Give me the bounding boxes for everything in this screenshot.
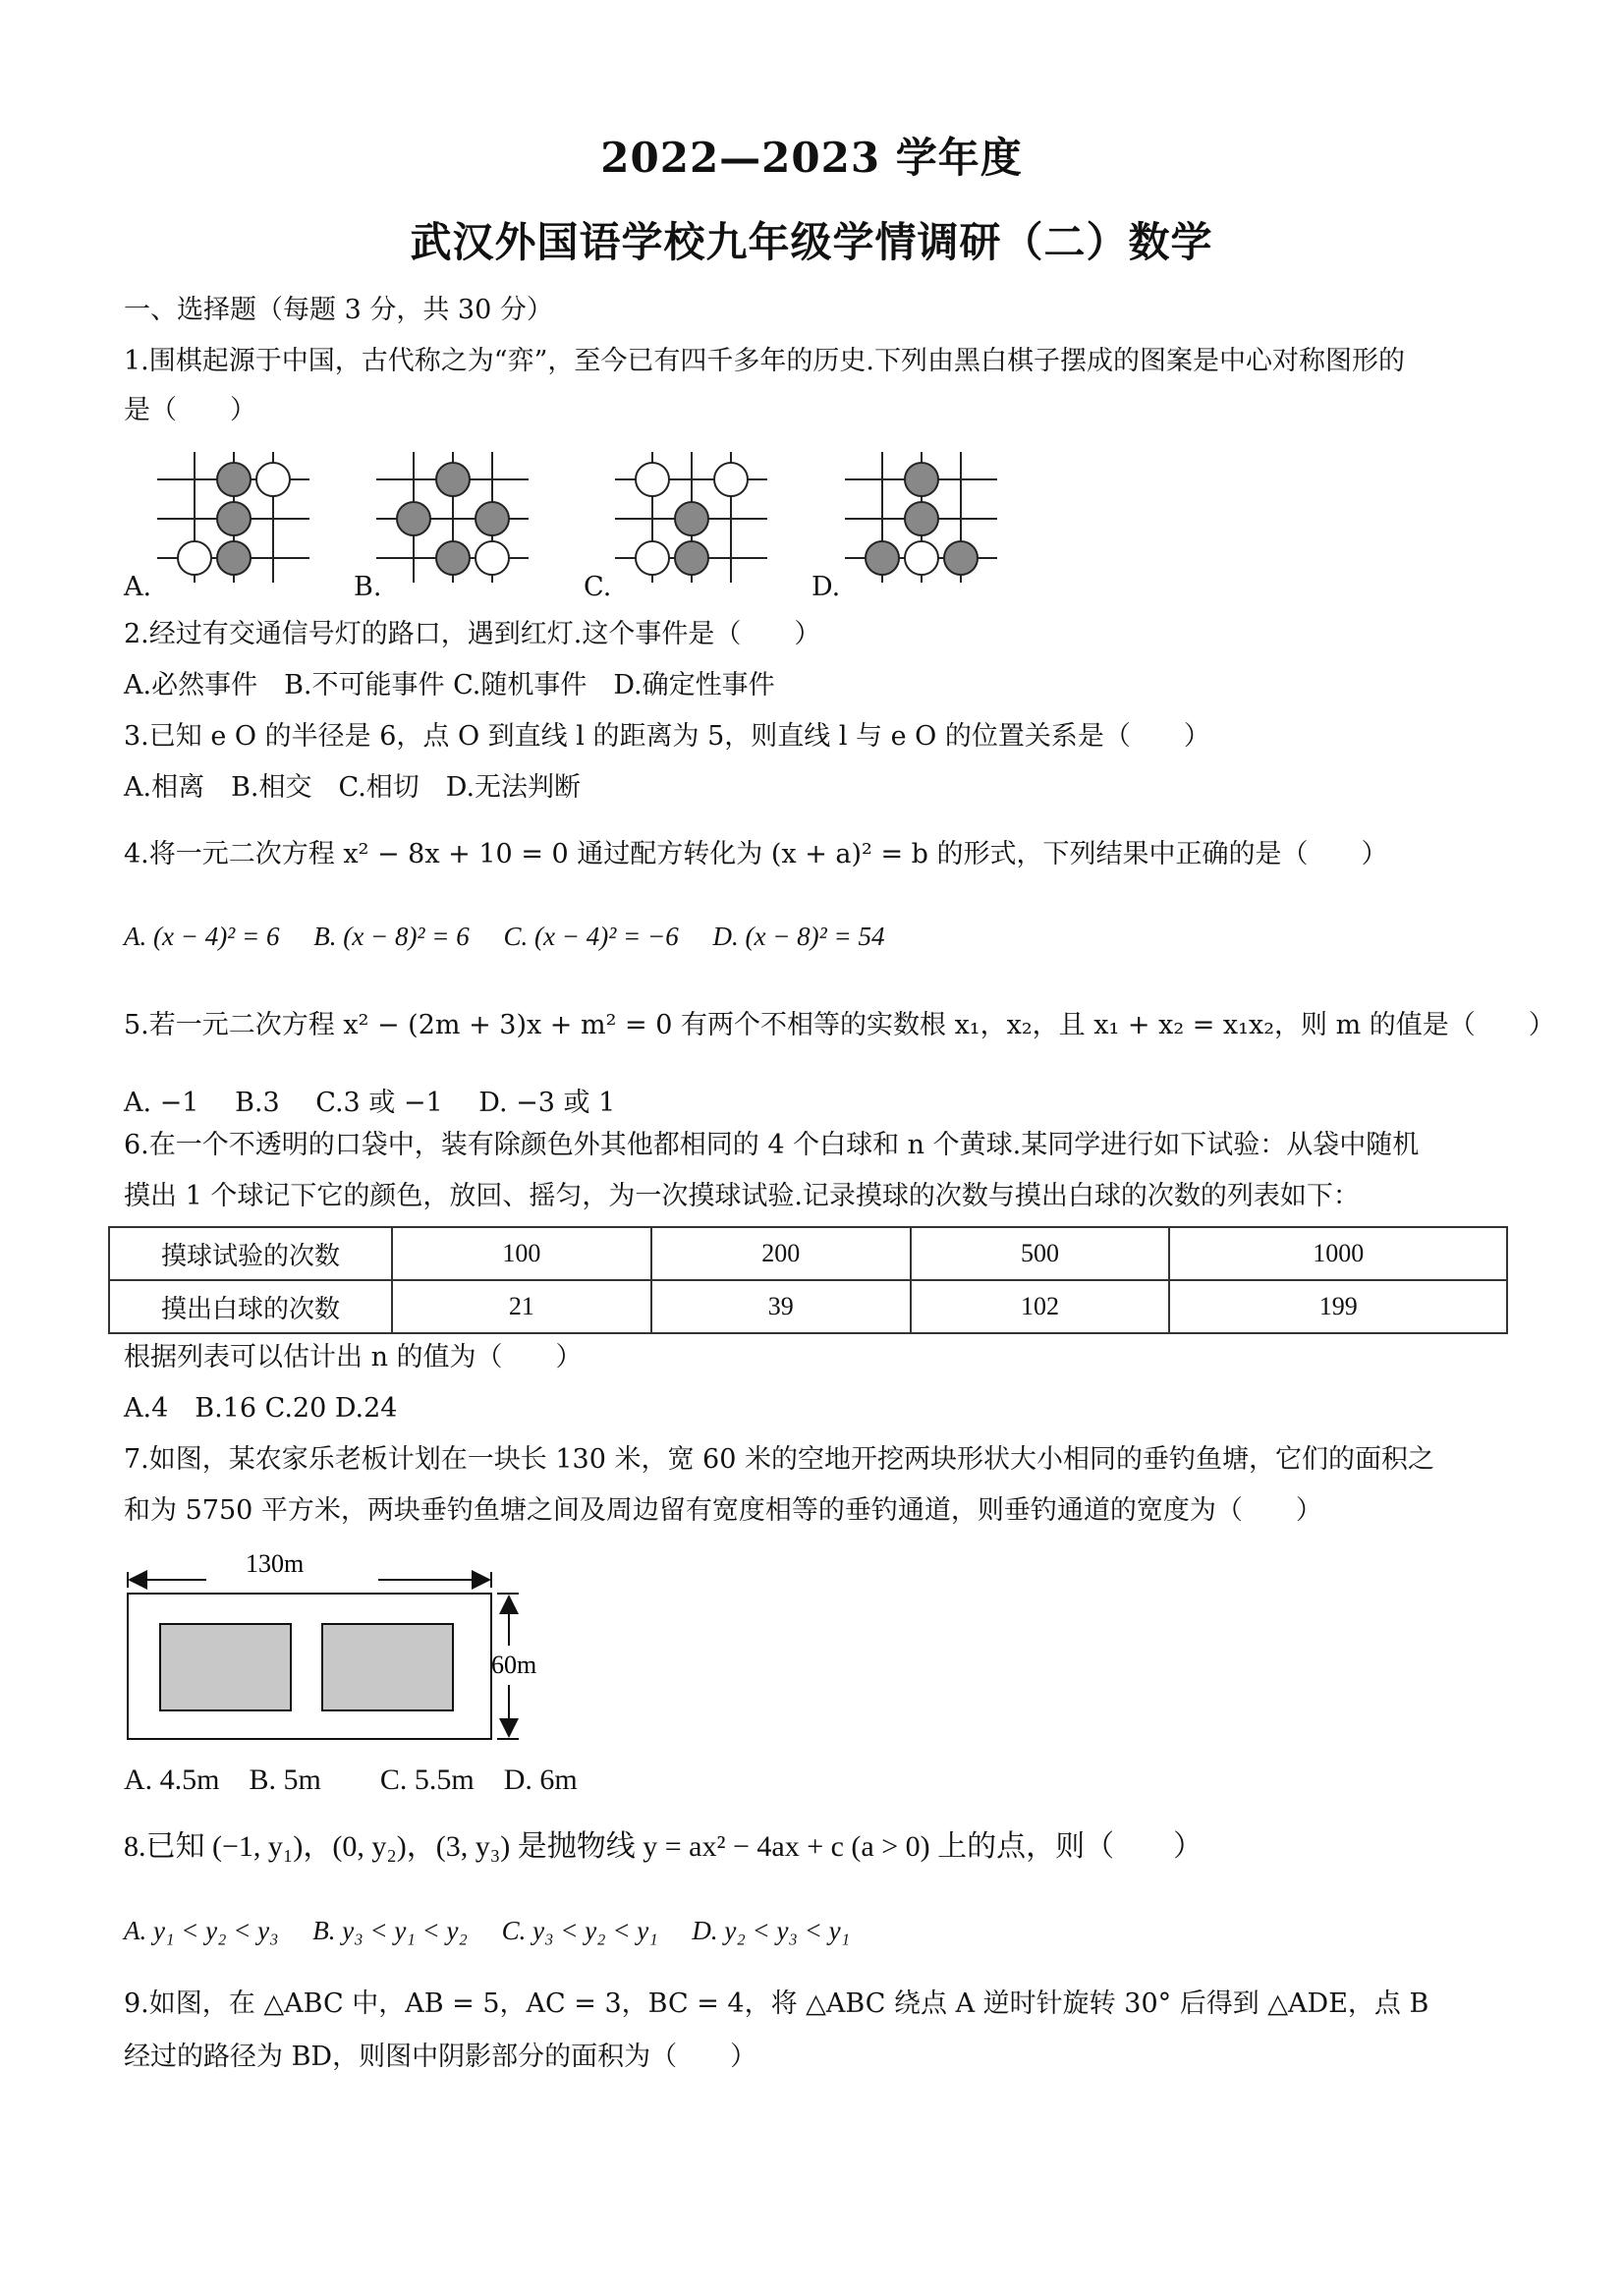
q1-option-b-label: B.: [354, 572, 382, 602]
q7-length-label: 130m: [246, 1549, 305, 1578]
q1-text-line2: 是（ ）: [124, 395, 256, 425]
q8-option-a: A. y₁ < y₂ < y₃: [124, 1916, 279, 1945]
table-cell: 500: [911, 1227, 1170, 1280]
section-heading: 一、选择题（每题 3 分，共 30 分）: [124, 295, 553, 325]
q2-text: 2.经过有交通信号灯的路口，遇到红灯.这个事件是（ ）: [124, 619, 821, 649]
table-cell: 摸球试验的次数: [109, 1227, 392, 1280]
table-row: [109, 1227, 1507, 1280]
q7-text-line1: 7.如图，某农家乐老板计划在一块长 130 米，宽 60 米的空地开挖两块形状大小相同的垂钓鱼塘，它们的面积之: [124, 1444, 1434, 1475]
q9-text-line2: 经过的路径为 BD，则图中阴影部分的面积为（ ）: [124, 2042, 757, 2072]
q3-options: A.相离 B.相交 C.相切 D.无法判断: [124, 772, 582, 803]
table-cell: 102: [911, 1280, 1170, 1333]
table-cell: 199: [1169, 1280, 1507, 1333]
q4-option-c: C. (x − 4)² = −6: [503, 922, 679, 951]
q6-data-table: [108, 1226, 1508, 1334]
q4-text: 4.将一元二次方程 x² − 8x + 10 = 0 通过配方转化为 (x + a)² = b 的形式，下列结果中正确的是（ ）: [124, 839, 1388, 869]
table-cell: 39: [651, 1280, 911, 1333]
q8-text: 8.已知 (−1, y₁)，(0, y₂)，(3, y₃) 是抛物线 y = ax² − 4ax + c (a > 0) 上的点，则（ ）: [124, 1830, 1203, 1863]
q7-options: A. 4.5m B. 5m C. 5.5m D. 6m: [124, 1764, 578, 1796]
q4-options: [124, 922, 912, 952]
exam-year-title: 2022—2023 学年度: [600, 134, 1023, 182]
q1-text-line1: 1.围棋起源于中国，古代称之为“弈”，至今已有四千多年的历史.下列由黑白棋子摆成的图案是中心对称图形的: [124, 346, 1405, 376]
q1-go-patterns: [118, 447, 1022, 604]
q8-options: [124, 1916, 877, 1946]
q3-text: 3.已知 e O 的半径是 6，点 O 到直线 l 的距离为 5，则直线 l 与 e O 的位置关系是（ ）: [124, 721, 1210, 752]
q5-option-a: A. −1: [124, 1088, 199, 1118]
q8-option-c: C. y₃ < y₂ < y₁: [501, 1916, 658, 1945]
q7-width-label: 60m: [491, 1651, 537, 1679]
table-cell: 100: [392, 1227, 651, 1280]
table-cell: 摸出白球的次数: [109, 1280, 392, 1333]
q6-text-line1: 6.在一个不透明的口袋中，装有除颜色外其他都相同的 4 个白球和 n 个黄球.某同学进行如下试验：从袋中随机: [124, 1130, 1420, 1160]
q6-after-text: 根据列表可以估计出 n 的值为（ ）: [124, 1342, 583, 1372]
q1-option-c-label: C.: [584, 572, 612, 602]
exam-subject-title: 武汉外国语学校九年级学情调研（二）数学: [410, 218, 1213, 266]
q1-option-a-label: A.: [124, 572, 152, 602]
q8-option-d: D. y₂ < y₃ < y₁: [692, 1916, 850, 1945]
q4-option-b: B. (x − 8)² = 6: [313, 922, 470, 951]
q5-option-c: C.3 或 −1: [315, 1088, 443, 1118]
q2-options: A.必然事件 B.不可能事件 C.随机事件 D.确定性事件: [124, 670, 775, 700]
table-cell: 21: [392, 1280, 651, 1333]
q5-option-d: D. −3 或 1: [478, 1088, 616, 1118]
q6-options: A.4 B.16 C.20 D.24: [124, 1393, 398, 1424]
table-cell: 200: [651, 1227, 911, 1280]
q7-text-line2: 和为 5750 平方米，两块垂钓鱼塘之间及周边留有宽度相等的垂钓通道，则垂钓通道的宽度为（ ）: [124, 1495, 1322, 1526]
table-row: [109, 1280, 1507, 1333]
q1-option-d-label: D.: [812, 572, 841, 602]
q5-option-b: B.3: [235, 1088, 280, 1118]
q4-option-a: A. (x − 4)² = 6: [124, 922, 280, 951]
q5-text: 5.若一元二次方程 x² − (2m + 3)x + m² = 0 有两个不相等的实数根 x₁，x₂，且 x₁ + x₂ = x₁x₂，则 m 的值是（ ）: [124, 1010, 1555, 1040]
q8-option-b: B. y₃ < y₁ < y₂: [312, 1916, 468, 1945]
q9-text-line1: 9.如图，在 △ABC 中，AB = 5，AC = 3，BC = 4，将 △ABC 绕点 A 逆时针旋转 30° 后得到 △ADE，点 B: [124, 1988, 1429, 2019]
q4-option-d: D. (x − 8)² = 54: [712, 922, 885, 951]
q5-options: [124, 1081, 643, 1119]
q7-pond-diagram: [118, 1542, 570, 1749]
table-cell: 1000: [1169, 1227, 1507, 1280]
q6-text-line2: 摸出 1 个球记下它的颜色，放回、摇匀，为一次摸球试验.记录摸球的次数与摸出白球的次数的列表如下：: [124, 1181, 1360, 1211]
